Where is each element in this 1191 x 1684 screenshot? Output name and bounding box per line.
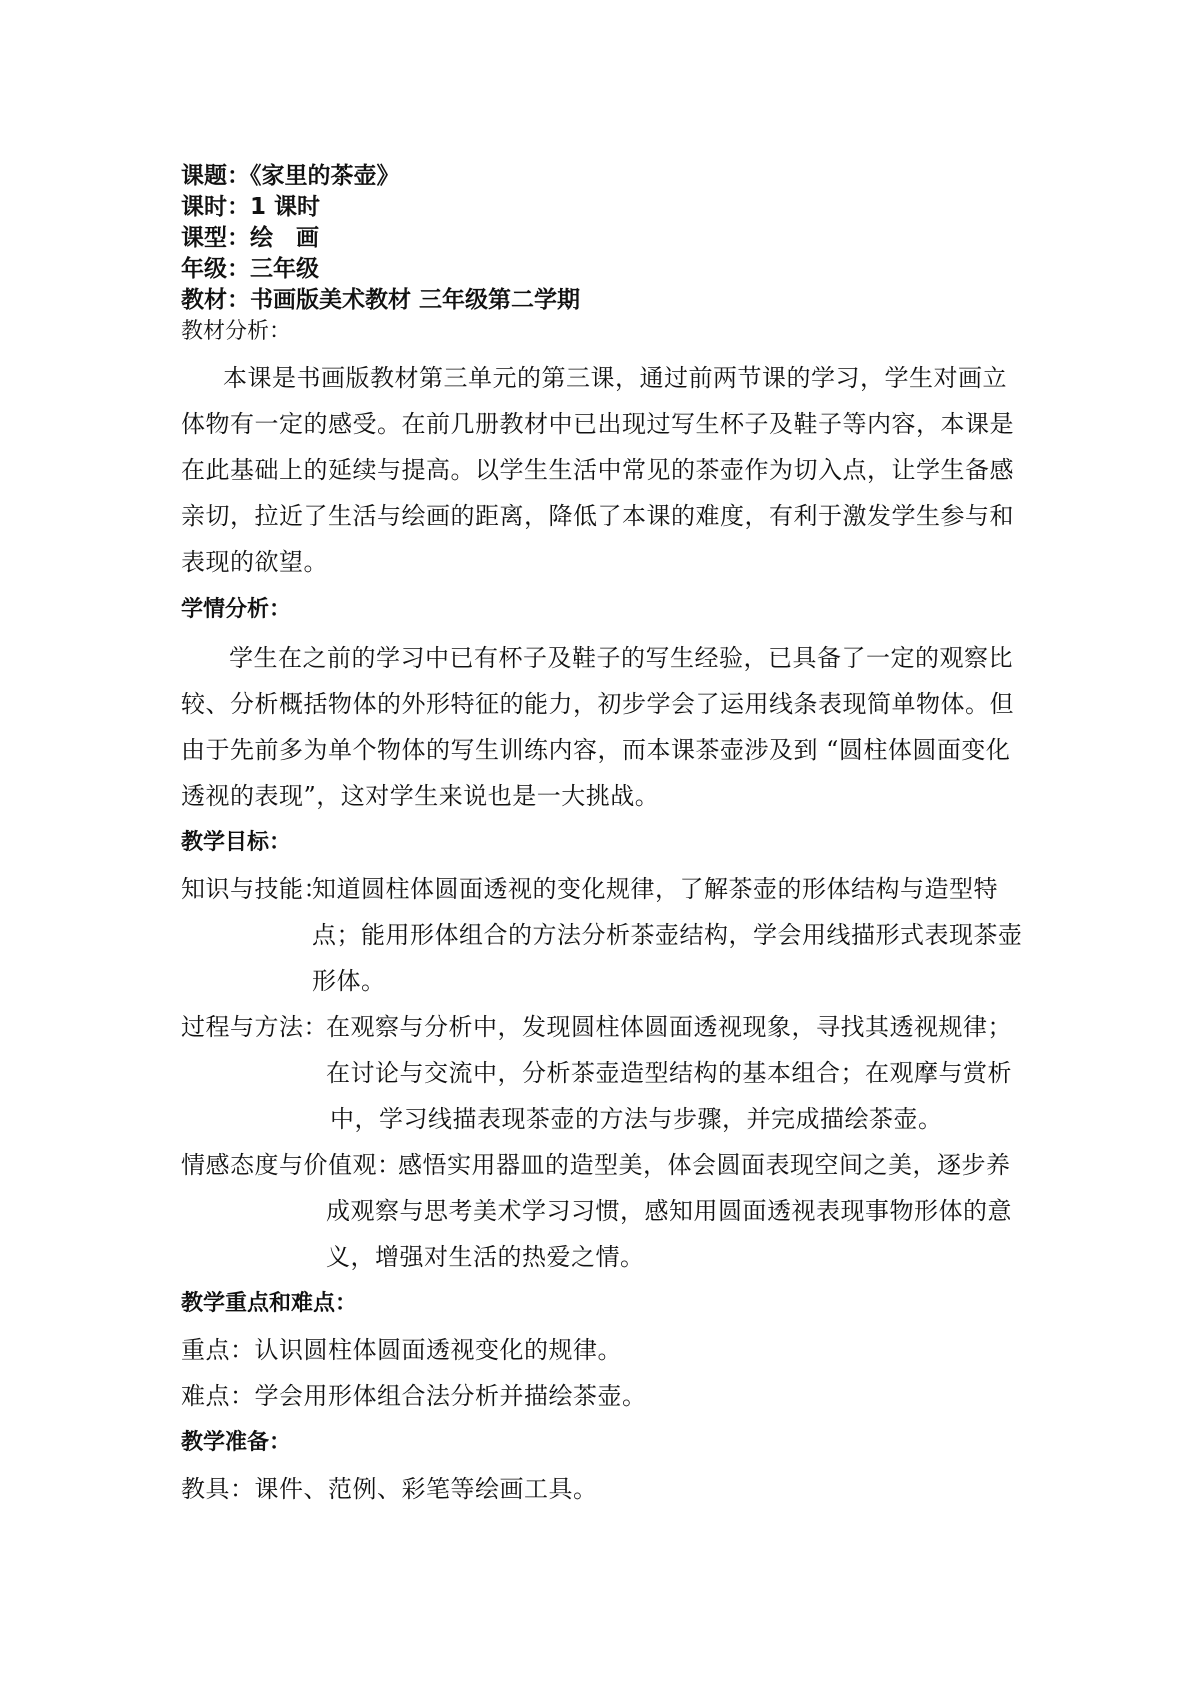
emotion-label: 情感态度与价值观： (181, 1151, 402, 1179)
knowledge-line: 点；能用形体组合的方法分析茶壶结构，学会用线描形式表现茶壶 (312, 921, 1023, 949)
process-label: 过程与方法： (181, 1013, 328, 1041)
textbook-analysis-line: 体物有一定的感受。在前几册教材中已出现过写生杯子及鞋子等内容，本课是 (181, 410, 1014, 438)
preparation-heading: 教学准备： (181, 1430, 292, 1455)
student-analysis-line: 较、分析概括物体的外形特征的能力，初步学会了运用线条表现简单物体。但 (181, 690, 1014, 718)
textbook-analysis-line: 本课是书画版教材第三单元的第三课，通过前两节课的学习，学生对画立 (223, 364, 1007, 392)
key-point-focus: 重点：认识圆柱体圆面透视变化的规律。 (181, 1336, 622, 1364)
textbook-analysis-line: 亲切，拉近了生活与绘画的距离，降低了本课的难度，有利于激发学生参与和 (181, 502, 1014, 530)
knowledge-label: 知识与技能： (181, 875, 328, 903)
textbook-analysis-line: 在此基础上的延续与提高。以学生生活中常见的茶壶作为切入点，让学生备感 (181, 456, 1014, 484)
emotion-line: 成观察与思考美术学习习惯，感知用圆面透视表现事物形体的意 (326, 1197, 1012, 1225)
emotion-line: 义，增强对生活的热爱之情。 (326, 1243, 645, 1271)
knowledge-line: 形体。 (312, 967, 386, 995)
student-analysis-line: 透视的表现”，这对学生来说也是一大挑战。 (181, 782, 660, 810)
key-points-heading: 教学重点和难点： (181, 1291, 358, 1316)
lesson-grade: 年级：三年级 (181, 256, 319, 282)
student-analysis-line: 由于先前多为单个物体的写生训练内容，而本课茶壶涉及到 “圆柱体圆面变化 (181, 736, 1011, 764)
lesson-textbook: 教材：书画版美术教材 三年级第二学期 (181, 287, 581, 313)
preparation-tools: 教具：课件、范例、彩笔等绘画工具。 (181, 1475, 598, 1503)
lesson-type: 课型：绘 画 (181, 225, 319, 251)
lesson-hours: 课时：1 课时 (181, 194, 321, 220)
textbook-analysis-line: 表现的欲望。 (181, 548, 328, 576)
process-line: 在讨论与交流中，分析茶壶造型结构的基本组合；在观摩与赏析 (326, 1059, 1012, 1087)
process-line: 在观察与分析中，发现圆柱体圆面透视现象，寻找其透视规律； (326, 1013, 1012, 1041)
objectives-heading: 教学目标： (181, 830, 292, 855)
knowledge-line: 知道圆柱体圆面透视的变化规律，了解茶壶的形体结构与造型特 (312, 875, 998, 903)
lesson-topic: 课题：《家里的茶壶》 (181, 163, 400, 189)
process-line: 中，学习线描表现茶壶的方法与步骤，并完成描绘茶壶。 (330, 1105, 943, 1133)
key-point-difficulty: 难点：学会用形体组合法分析并描绘茶壶。 (181, 1382, 647, 1410)
emotion-line: 感悟实用器皿的造型美，体会圆面表现空间之美，逐步养 (398, 1151, 1011, 1179)
student-analysis-line: 学生在之前的学习中已有杯子及鞋子的写生经验，已具备了一定的观察比 (229, 644, 1013, 672)
textbook-analysis-heading: 教材分析： (181, 319, 292, 344)
student-analysis-heading: 学情分析： (181, 597, 292, 622)
